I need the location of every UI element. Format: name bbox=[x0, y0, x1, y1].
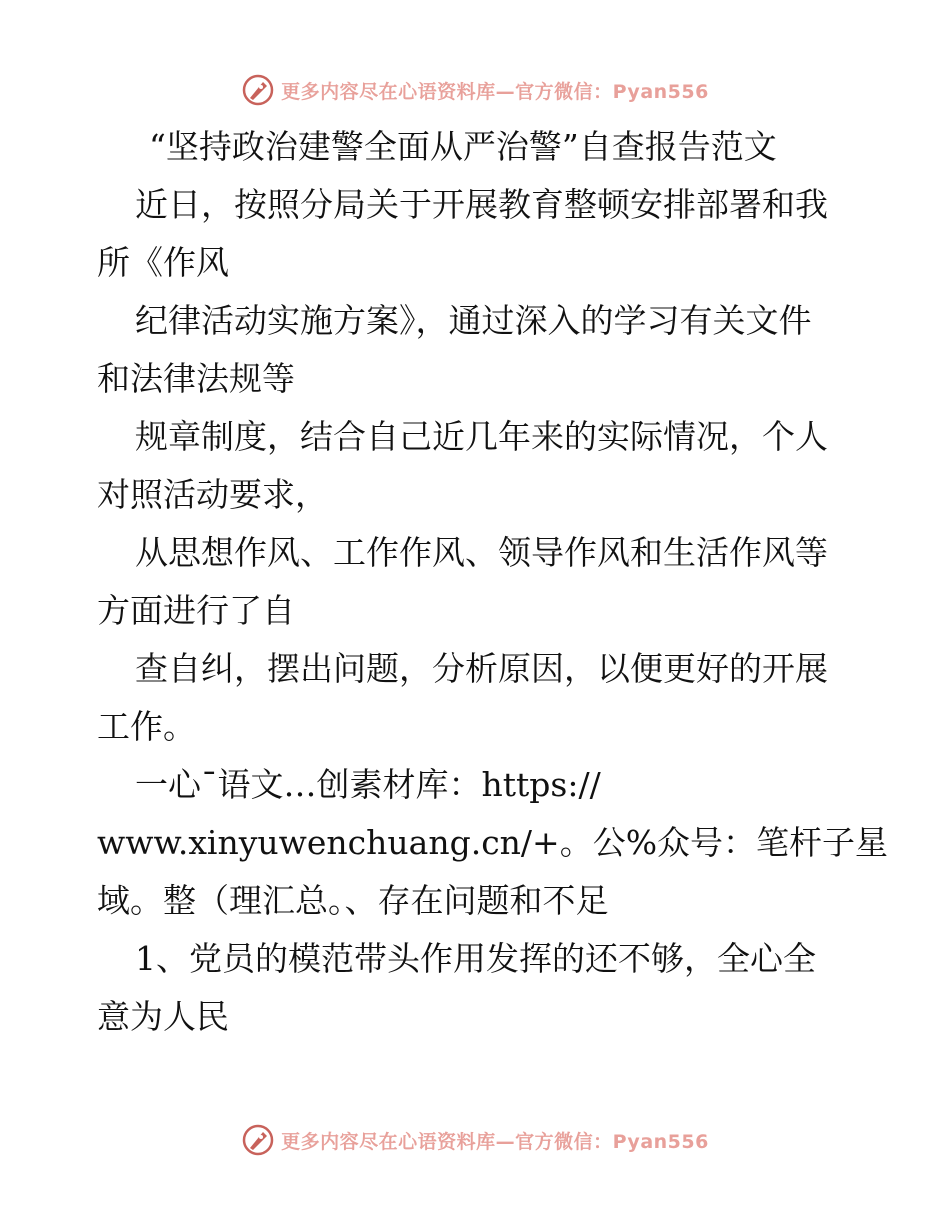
document-body bbox=[97, 118, 889, 1046]
paragraph-line: 纪律活动实施方案》，通过深入的学习有关文件 bbox=[135, 301, 812, 340]
banner-text: 更多内容尽在心语资料库—官方微信：Pyan556 bbox=[281, 1130, 709, 1153]
paragraph-line: 近日，按照分局关于开展教育整顿安排部署和我 bbox=[135, 185, 828, 224]
paragraph-line: 意为人民 bbox=[97, 997, 229, 1036]
pen-nib-logo-icon bbox=[241, 73, 275, 107]
paragraph-line: 1、党员的模范带头作用发挥的还不够，全心全 bbox=[135, 939, 816, 978]
paragraph-line: 方面进行了自 bbox=[97, 591, 295, 630]
header-watermark-banner bbox=[0, 72, 950, 108]
paragraph-line: 域。整（理汇总。、存在问题和不足 bbox=[97, 881, 609, 920]
paragraph-line: 对照活动要求， bbox=[97, 475, 328, 514]
paragraph-line: www.xinyuwenchuang.cn/+。公%众号：笔杆子星 bbox=[97, 823, 889, 862]
banner-text: 更多内容尽在心语资料库—官方微信：Pyan556 bbox=[281, 80, 709, 103]
paragraph-line: 和法律法规等 bbox=[97, 359, 295, 398]
paragraph-line: 从思想作风、工作作风、领导作风和生活作风等 bbox=[135, 533, 828, 572]
paragraph-line: 查自纠，摆出问题，分析原因，以便更好的开展 bbox=[135, 649, 828, 688]
paragraph-line: 规章制度，结合自己近几年来的实际情况，个人 bbox=[135, 417, 828, 456]
paragraph-line: 工作。 bbox=[97, 707, 196, 746]
footer-watermark-banner bbox=[0, 1122, 950, 1158]
pen-nib-logo-icon bbox=[241, 1123, 275, 1157]
document-title: “坚持政治建警全面从严治警”自查报告范文 bbox=[149, 127, 777, 166]
paragraph-line: 一心¯语文…创素材库：https:// bbox=[135, 765, 601, 804]
paragraph-line: 所《作风 bbox=[97, 243, 229, 282]
